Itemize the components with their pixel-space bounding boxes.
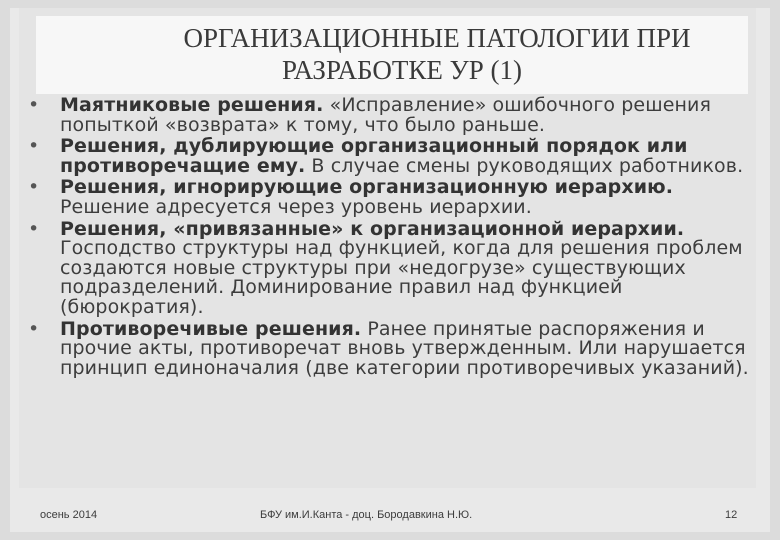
slide-title-line-2: РАЗРАБОТКЕ УР (1) [282, 55, 522, 85]
footer-date: осень 2014 [40, 509, 98, 521]
bullet-item [28, 96, 753, 135]
bullet-heading: Решения, дублирующие организационный порядок или противоречащие ему. [60, 135, 688, 177]
bullet-text: В случае смены руководящих работников. [305, 154, 744, 177]
slide-title-line-1: ОРГАНИЗАЦИОННЫЕ ПАТОЛОГИИ ПРИ [183, 23, 691, 53]
bullet-heading: Решения, «привязанные» к организационной иерархии. [60, 217, 685, 240]
bullet-item [28, 217, 753, 318]
slide-number: 12 [725, 509, 738, 521]
bullet-heading: Маятниковые решения. [60, 94, 324, 116]
bullet-item [28, 137, 753, 176]
slide-title [36, 22, 748, 86]
bullet-list [28, 96, 753, 380]
bullet-text: Ранее принятые распоряжения и прочие акты, противоречат вновь утвержденным. Или нарушается принцип единоначалия (две категории противоречивых указаний). [60, 317, 749, 379]
bullet-text: Решение адресуется через уровень иерархии. [60, 195, 532, 218]
bullet-text: «Исправление» ошибочного решения попыткой «возврата» к тому, что было раньше. [60, 94, 712, 136]
bullet-text: Господство структуры над функцией, когда для решения проблем создаются новые структуры при «недогрузе» существующих подразделений. Доминирование правил над функцией (бюрократия). [60, 237, 743, 318]
bullet-item [28, 317, 753, 379]
bullet-heading: Решения, игнорирующие организационную иерархию. [60, 176, 674, 199]
bullet-item [28, 178, 753, 217]
footer-author: БФУ им.И.Канта - доц. Бородавкина Н.Ю. [260, 509, 473, 521]
bullet-heading: Противоречивые решения. [60, 317, 362, 340]
